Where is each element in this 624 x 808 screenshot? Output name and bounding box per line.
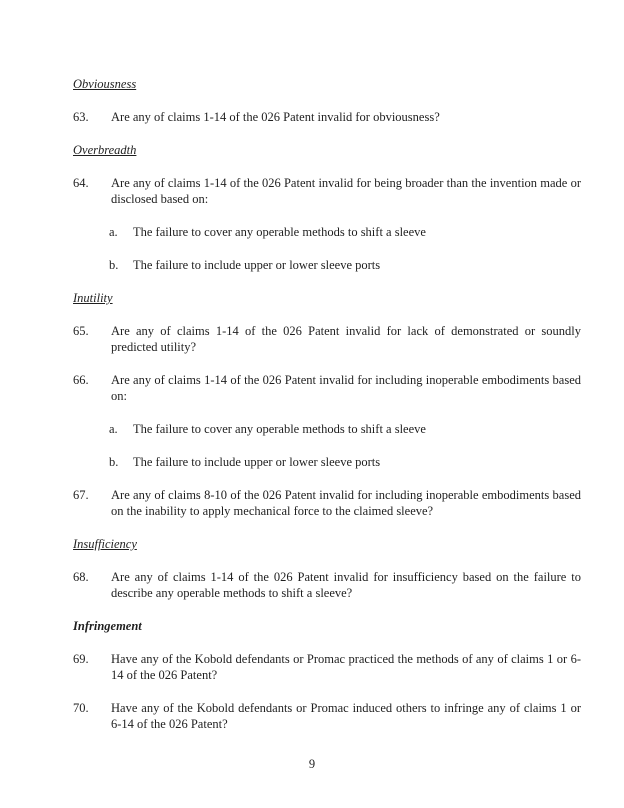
page-number: 9 <box>308 757 316 771</box>
heading-infringement: Infringement <box>73 619 142 633</box>
question-67 <box>73 487 581 519</box>
question-65 <box>73 323 581 355</box>
subitem-letter: a. <box>109 225 118 239</box>
question-text: Are any of claims 1-14 of the 026 Patent invalid for being broader than the invention made or disclosed based on: <box>111 176 581 206</box>
subitem-text: The failure to include upper or lower sleeve ports <box>133 258 381 272</box>
question-66-subitem-b <box>109 454 581 470</box>
question-number: 70. <box>73 701 89 715</box>
question-66 <box>73 372 581 404</box>
subitem-text: The failure to include upper or lower sleeve ports <box>133 455 381 469</box>
question-text: Have any of the Kobold defendants or Promac practiced the methods of any of claims 1 or 6-14 of the 026 Patent? <box>111 652 581 682</box>
subitem-text: The failure to cover any operable methods to shift a sleeve <box>133 225 426 239</box>
question-number: 64. <box>73 176 89 190</box>
question-text: Are any of claims 1-14 of the 026 Patent invalid for including inoperable embodiments based on: <box>111 373 581 403</box>
question-text: Are any of claims 1-14 of the 026 Patent invalid for lack of demonstrated or soundly predicted utility? <box>111 324 581 354</box>
question-number: 66. <box>73 373 89 387</box>
question-number: 63. <box>73 110 89 124</box>
question-64-subitem-b <box>109 257 581 273</box>
question-63 <box>73 109 581 125</box>
question-69 <box>73 651 581 683</box>
question-66-subitem-a <box>109 421 581 437</box>
question-number: 65. <box>73 324 89 338</box>
heading-inutility: Inutility <box>73 291 113 305</box>
question-68 <box>73 569 581 601</box>
question-number: 67. <box>73 488 89 502</box>
question-text: Are any of claims 1-14 of the 026 Patent invalid for obviousness? <box>111 110 440 124</box>
subitem-letter: b. <box>109 258 119 272</box>
document-content <box>73 76 581 749</box>
question-text: Are any of claims 8-10 of the 026 Patent invalid for including inoperable embodiments based on the inability to apply mechanical force to the claimed sleeve? <box>111 488 581 518</box>
subitem-letter: b. <box>109 455 119 469</box>
subitem-letter: a. <box>109 422 118 436</box>
subitem-text: The failure to cover any operable methods to shift a sleeve <box>133 422 426 436</box>
heading-obviousness: Obviousness <box>73 77 137 91</box>
question-text: Are any of claims 1-14 of the 026 Patent invalid for insufficiency based on the failure to describe any operable methods to shift a sleeve? <box>111 570 581 600</box>
question-text: Have any of the Kobold defendants or Promac induced others to infringe any of claims 1 or 6-14 of the 026 Patent? <box>111 701 581 731</box>
question-64-subitem-a <box>109 224 581 240</box>
question-70 <box>73 700 581 732</box>
question-number: 69. <box>73 652 89 666</box>
question-64 <box>73 175 581 207</box>
heading-insufficiency: Insufficiency <box>73 537 137 551</box>
question-number: 68. <box>73 570 89 584</box>
heading-overbreadth: Overbreadth <box>73 143 137 157</box>
